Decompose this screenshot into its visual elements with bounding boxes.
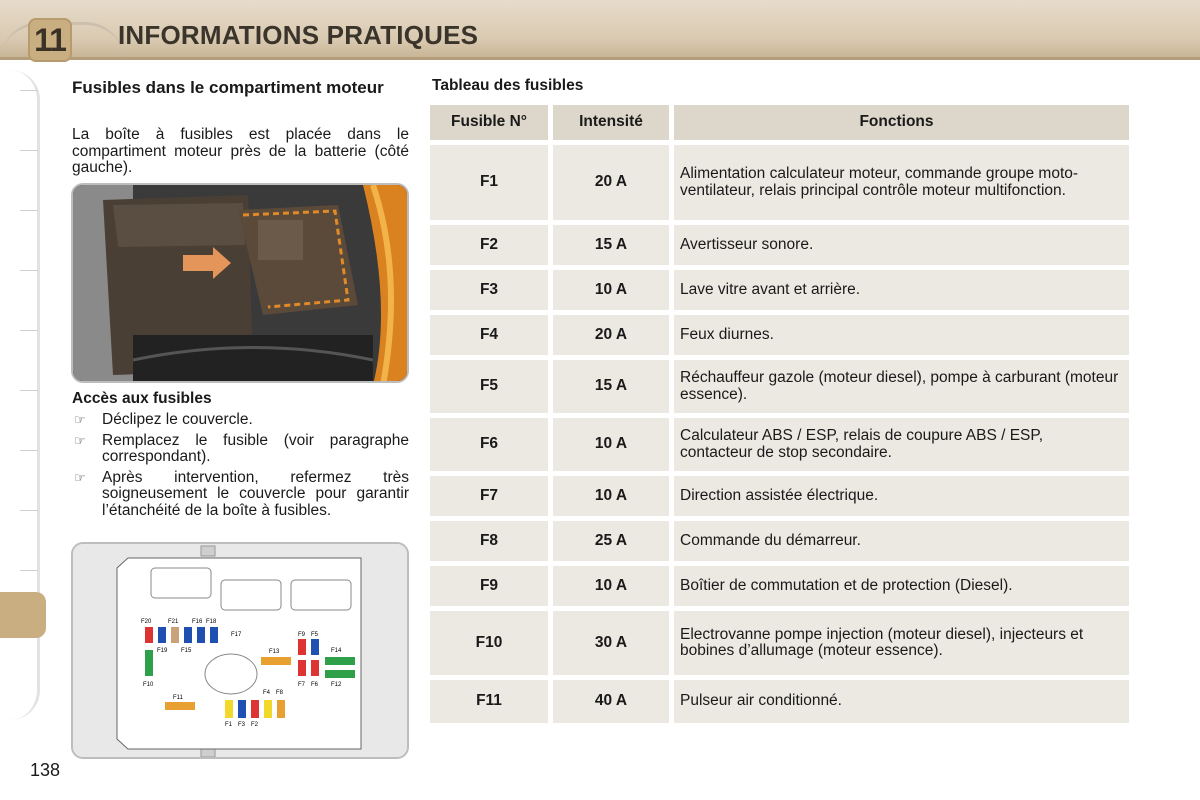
pointing-hand-icon: ☞ bbox=[74, 469, 86, 485]
column-header-intensity: Intensité bbox=[553, 105, 669, 140]
diagram-label-f16: F16 bbox=[192, 619, 203, 625]
fuse-f2 bbox=[251, 700, 259, 718]
pointing-hand-icon: ☞ bbox=[74, 412, 86, 427]
side-tick bbox=[20, 390, 38, 391]
function-cell: Commande du démarreur. bbox=[674, 521, 1129, 561]
diagram-label-f8: F8 bbox=[276, 690, 284, 696]
diagram-label-f11: F11 bbox=[173, 695, 183, 701]
fuse-f9 bbox=[298, 639, 306, 655]
fuse-f18 bbox=[210, 627, 218, 643]
fuse-f14 bbox=[325, 657, 355, 665]
function-cell: Lave vitre avant et arrière. bbox=[674, 270, 1129, 310]
intensity-cell: 15 A bbox=[553, 360, 669, 413]
table-row bbox=[430, 476, 1130, 516]
fuse-f5 bbox=[311, 639, 319, 655]
chapter-side-tab[interactable] bbox=[0, 592, 46, 638]
fuse-number-cell: F5 bbox=[430, 360, 548, 413]
function-cell: Direction assistée électrique. bbox=[674, 476, 1129, 516]
function-cell: Alimentation calculateur moteur, commande groupe moto-ventilateur, relais principal contrôle moteur multifonction. bbox=[674, 145, 1129, 220]
fuse-f20 bbox=[145, 627, 153, 643]
side-tick bbox=[20, 330, 38, 331]
fuse-f4 bbox=[264, 700, 272, 718]
diagram-label-f15: F15 bbox=[181, 648, 192, 654]
side-tick bbox=[20, 450, 38, 451]
side-tick bbox=[20, 210, 38, 211]
diagram-label-f20: F20 bbox=[141, 619, 152, 625]
diagram-label-f10: F10 bbox=[143, 682, 154, 688]
table-row bbox=[430, 225, 1130, 265]
fuse-f3 bbox=[238, 700, 246, 718]
intensity-cell: 10 A bbox=[553, 418, 669, 471]
diagram-label-f3: F3 bbox=[238, 722, 246, 728]
function-cell: Electrovanne pompe injection (moteur diesel), injecteurs et bobines d’allumage (moteur essence). bbox=[674, 611, 1129, 675]
fuse-f8 bbox=[277, 700, 285, 718]
diagram-label-f13: F13 bbox=[269, 649, 280, 655]
diagram-label-f21: F21 bbox=[168, 619, 179, 625]
column-header-functions: Fonctions bbox=[674, 105, 1129, 140]
table-row bbox=[430, 270, 1130, 310]
table-title: Tableau des fusibles bbox=[432, 77, 584, 94]
fuse-number-cell: F3 bbox=[430, 270, 548, 310]
table-row bbox=[430, 521, 1130, 561]
fuse-number-cell: F4 bbox=[430, 315, 548, 355]
table-row bbox=[430, 566, 1130, 606]
intensity-cell: 20 A bbox=[553, 145, 669, 220]
fuse-number-cell: F9 bbox=[430, 566, 548, 606]
intensity-cell: 10 A bbox=[553, 270, 669, 310]
fuse-f7 bbox=[298, 660, 306, 676]
table-row bbox=[430, 315, 1130, 355]
intensity-cell: 25 A bbox=[553, 521, 669, 561]
table-header-row bbox=[430, 105, 1130, 140]
function-cell: Feux diurnes. bbox=[674, 315, 1129, 355]
access-title: Accès aux fusibles bbox=[72, 390, 212, 407]
fuse-f16 bbox=[197, 627, 205, 643]
table-row bbox=[430, 611, 1130, 675]
fuse-f13 bbox=[261, 657, 291, 665]
intensity-cell: 15 A bbox=[553, 225, 669, 265]
step-text: Remplacez le fusible (voir paragraphe correspondant). bbox=[102, 431, 409, 465]
engine-compartment-photo bbox=[71, 183, 409, 383]
fuse-number-cell: F2 bbox=[430, 225, 548, 265]
diagram-label-f9: F9 bbox=[298, 632, 306, 638]
list-item bbox=[72, 433, 409, 466]
side-tick bbox=[20, 270, 38, 271]
fuse-f21 bbox=[171, 627, 179, 643]
table-row bbox=[430, 680, 1130, 723]
diagram-label-f2: F2 bbox=[251, 722, 259, 728]
table-row bbox=[430, 418, 1130, 471]
chapter-number: 11 bbox=[34, 22, 66, 58]
fuse-number-cell: F11 bbox=[430, 680, 548, 723]
function-cell: Calculateur ABS / ESP, relais de coupure ABS / ESP, contacteur de stop secondaire. bbox=[674, 418, 1129, 471]
diagram-label-f12: F12 bbox=[331, 682, 342, 688]
diagram-label-f18: F18 bbox=[206, 619, 217, 625]
fuse-f10 bbox=[145, 650, 153, 676]
column-header-fuse: Fusible N° bbox=[430, 105, 548, 140]
function-cell: Pulseur air conditionné. bbox=[674, 680, 1129, 723]
fuse-f6 bbox=[311, 660, 319, 676]
diagram-label-f17: F17 bbox=[231, 632, 242, 638]
pointing-hand-icon: ☞ bbox=[74, 432, 86, 448]
intro-paragraph: La boîte à fusibles est placée dans le compartiment moteur près de la batterie (côté gauche). bbox=[72, 126, 409, 176]
intensity-cell: 40 A bbox=[553, 680, 669, 723]
list-item bbox=[72, 412, 409, 429]
function-cell: Boîtier de commutation et de protection (Diesel). bbox=[674, 566, 1129, 606]
fuse-f12 bbox=[325, 670, 355, 678]
side-tick bbox=[20, 90, 38, 91]
step-text: Après intervention, refermez très soigneusement le couvercle pour garantir l’étanchéité de la boîte à fusibles. bbox=[102, 468, 409, 519]
page-title: INFORMATIONS PRATIQUES bbox=[118, 20, 479, 50]
fuse-number-cell: F8 bbox=[430, 521, 548, 561]
access-steps-list bbox=[72, 412, 409, 523]
fuse-f11 bbox=[165, 702, 195, 710]
table-row bbox=[430, 145, 1130, 220]
page-number: 138 bbox=[30, 760, 61, 780]
intensity-cell: 10 A bbox=[553, 476, 669, 516]
fuse-number-cell: F10 bbox=[430, 611, 548, 675]
intensity-cell: 10 A bbox=[553, 566, 669, 606]
side-tick bbox=[20, 570, 38, 571]
fuse-box-diagram bbox=[71, 542, 409, 759]
table-row bbox=[430, 360, 1130, 413]
fuse-f19 bbox=[158, 627, 166, 643]
section-title: Fusibles dans le compartiment moteur bbox=[72, 78, 384, 97]
diagram-label-f6: F6 bbox=[311, 682, 319, 688]
side-tick bbox=[20, 150, 38, 151]
diagram-label-f19: F19 bbox=[157, 648, 168, 654]
fuse-number-cell: F6 bbox=[430, 418, 548, 471]
fuse-number-cell: F7 bbox=[430, 476, 548, 516]
side-tick bbox=[20, 510, 38, 511]
function-cell: Avertisseur sonore. bbox=[674, 225, 1129, 265]
diagram-label-f1: F1 bbox=[225, 722, 233, 728]
diagram-label-f7: F7 bbox=[298, 682, 306, 688]
fuse-number-cell: F1 bbox=[430, 145, 548, 220]
list-item bbox=[72, 470, 409, 520]
diagram-label-f5: F5 bbox=[311, 632, 319, 638]
fuse-f15 bbox=[184, 627, 192, 643]
intensity-cell: 30 A bbox=[553, 611, 669, 675]
step-text: Déclipez le couvercle. bbox=[102, 411, 253, 428]
function-cell: Réchauffeur gazole (moteur diesel), pompe à carburant (moteur essence). bbox=[674, 360, 1129, 413]
fuse-f1 bbox=[225, 700, 233, 718]
diagram-label-f4: F4 bbox=[263, 690, 271, 696]
intensity-cell: 20 A bbox=[553, 315, 669, 355]
diagram-label-f14: F14 bbox=[331, 648, 342, 654]
